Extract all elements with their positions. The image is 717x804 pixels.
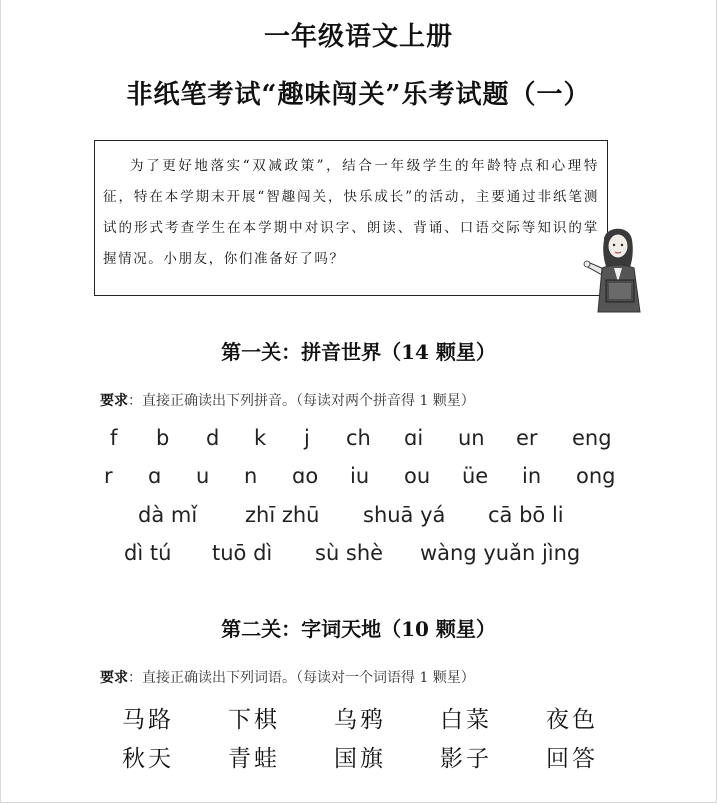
- pinyin-item: ou: [404, 464, 431, 488]
- requirement-text: ：直接正确读出下列词语。（每读对一个词语得 1 颗星）: [128, 670, 475, 686]
- pinyin-item: zhī zhū: [245, 503, 320, 527]
- intro-text: 为了更好地落实“双减政策”，结合一年级学生的年龄特点和心理特征，特在本学期末开展“智趣闯关，快乐成长”的活动，主要通过非纸笔测试的形式考查学生在本学期中对识字、朗读、背诵、口语交际等知识的掌握情况。小朋友，你们准备好了吗？: [103, 158, 599, 267]
- pinyin-item: k: [254, 426, 267, 450]
- document-subtitle: 非纸笔考试“趣味闯关”乐考试题（一）: [126, 80, 591, 110]
- word-item: 夜色: [546, 707, 598, 733]
- document-title: 一年级语文上册: [263, 22, 453, 52]
- pinyin-item: u: [196, 464, 210, 488]
- pinyin-item: sù shè: [315, 541, 384, 565]
- pinyin-item: r: [104, 464, 113, 488]
- pinyin-item: dì tú: [124, 541, 172, 565]
- word-item: 下棋: [228, 707, 280, 733]
- level2-heading: 第二关：字词天地（10 颗星）: [221, 617, 496, 641]
- pinyin-item: n: [244, 464, 258, 488]
- requirement-label: 要求: [100, 670, 128, 686]
- word-item: 马路: [122, 707, 174, 733]
- word-item: 青蛙: [228, 746, 280, 772]
- pinyin-item: ɑi: [404, 426, 424, 450]
- pinyin-item: d: [206, 426, 220, 450]
- pinyin-item: iu: [350, 464, 370, 488]
- pinyin-item: f: [110, 426, 118, 450]
- word-item: 国旗: [334, 746, 386, 772]
- word-item: 回答: [546, 746, 598, 772]
- level2-requirement: [100, 667, 475, 687]
- pinyin-item: tuō dì: [212, 541, 273, 565]
- word-item: 白菜: [440, 707, 492, 733]
- pinyin-item: er: [516, 426, 538, 450]
- requirement-text: ：直接正确读出下列拼音。（每读对两个拼音得 1 颗星）: [128, 393, 475, 409]
- pinyin-item: j: [304, 426, 310, 450]
- pinyin-item: ong: [576, 464, 616, 488]
- pinyin-item: eng: [572, 426, 612, 450]
- pinyin-item: üe: [462, 464, 489, 488]
- pinyin-item: ɑ: [148, 464, 162, 488]
- pinyin-item: b: [156, 426, 170, 450]
- word-item: 秋天: [122, 746, 174, 772]
- pinyin-item: un: [458, 426, 485, 450]
- pinyin-item: ɑo: [292, 464, 319, 488]
- requirement-label: 要求: [100, 393, 128, 409]
- word-item: 影子: [440, 746, 492, 772]
- pinyin-item: shuā yá: [363, 503, 446, 527]
- intro-box: [94, 140, 608, 296]
- level1-heading: 第一关：拼音世界（14 颗星）: [221, 340, 496, 364]
- pinyin-item: dà mǐ: [138, 503, 198, 527]
- word-item: 乌鸦: [334, 707, 386, 733]
- teacher-illustration: [582, 222, 662, 314]
- level1-requirement: [100, 390, 475, 410]
- pinyin-item: in: [522, 464, 542, 488]
- pinyin-item: cā bō li: [488, 503, 564, 527]
- pinyin-item: ch: [346, 426, 371, 450]
- pinyin-item: wàng yuǎn jìng: [420, 541, 581, 565]
